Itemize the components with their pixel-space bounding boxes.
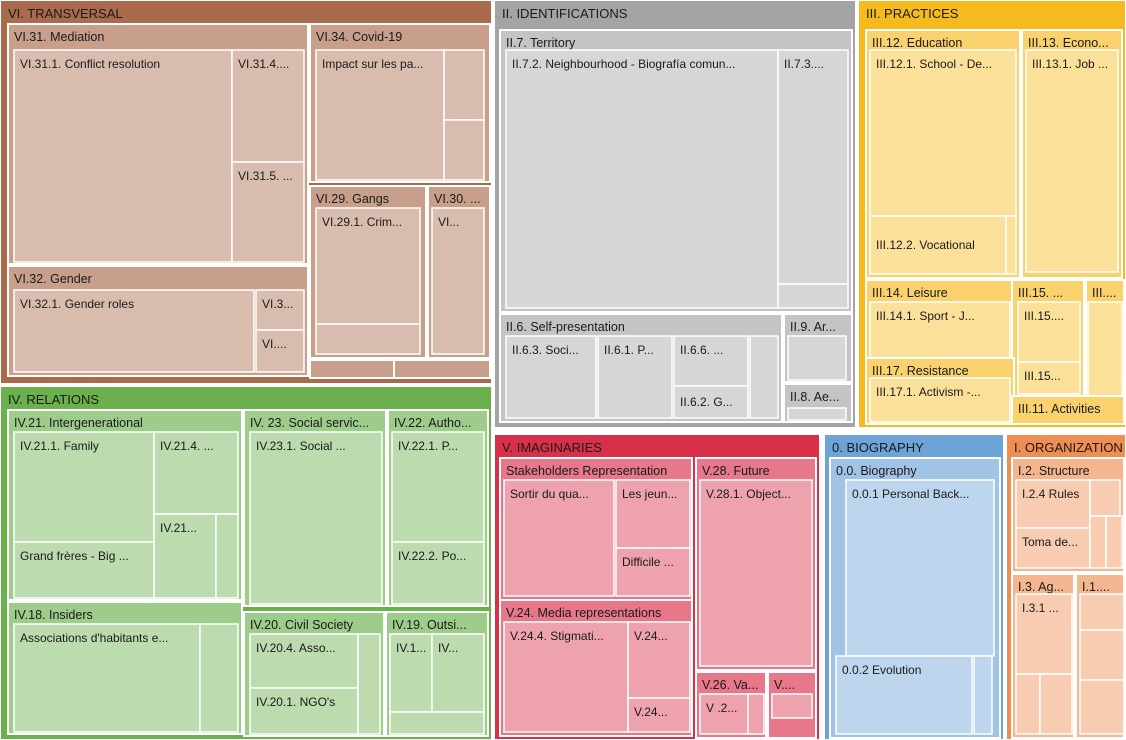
leaf-label-0-4-2: VI....: [262, 337, 287, 351]
leaf-label-2-1-0: III.13.1. Job ...: [1032, 57, 1109, 71]
leaf-label-0-3-0: VI...: [438, 215, 460, 229]
leaf-label-1-1-2: II.6.6. ...: [680, 343, 724, 357]
leaf-label-2-3-1: III.15...: [1024, 369, 1061, 383]
leaf-label-2-3-0: III.15....: [1024, 309, 1065, 323]
leaf-label-0-1-0: Impact sur les pa...: [322, 57, 424, 71]
leaf-5-0-93[interactable]: [846, 480, 994, 656]
leaf-label-1-1-0: II.6.3. Soci...: [512, 343, 579, 357]
leaf-label-3-0-4: Grand frères - Big ...: [20, 549, 129, 563]
leaf-label-4-0-0: Sortir du qua...: [510, 487, 589, 501]
leaf-label-1-0-1: II.7.3....: [784, 57, 825, 71]
leaf-3-5-74[interactable]: [390, 712, 484, 734]
leaf-6-2-110[interactable]: [1080, 680, 1124, 734]
leaf-1-0-23[interactable]: [778, 50, 848, 284]
subgroup-title-4-1: V.28. Future: [702, 464, 770, 478]
leaf-3-4-70[interactable]: [358, 634, 380, 734]
leaf-3-3-66[interactable]: [200, 624, 238, 732]
subgroup-title-3-4: IV.20. Civil Society: [250, 618, 354, 632]
leaf-label-0-0-2: VI.31.5. ...: [238, 169, 293, 183]
subgroup-title-5-0: 0.0. Biography: [836, 464, 917, 478]
leaf-1-0-24[interactable]: [778, 284, 848, 308]
leaf-0-1-7[interactable]: [444, 50, 484, 120]
leaf-6-0-100[interactable]: [1090, 480, 1120, 516]
leaf-1-0-22[interactable]: [506, 50, 778, 308]
leaf-label-4-3-0: V .2...: [706, 701, 738, 715]
leaf-6-2-108[interactable]: [1080, 594, 1124, 630]
leaf-3-0-57[interactable]: [216, 514, 238, 598]
subgroup-title-2-3: III.15. ...: [1018, 286, 1064, 300]
leaf-2-0-39[interactable]: [1006, 216, 1016, 274]
leaf-2-4-48[interactable]: [1088, 302, 1122, 396]
subgroup-title-2-2: III.14. Leisure: [872, 286, 948, 300]
leaf-label-6-0-1: Toma de...: [1022, 535, 1079, 549]
leaf-label-3-2-0: IV.22.1. P...: [398, 439, 459, 453]
group-title-0: VI. TRANSVERSAL: [8, 6, 123, 21]
subgroup-title-4-4: V....: [774, 678, 796, 692]
leaf-3-1-60[interactable]: [250, 432, 382, 604]
leaf-label-3-3-0: Associations d'habitants e...: [20, 631, 169, 645]
leaf-6-0-102[interactable]: [1106, 516, 1122, 568]
leaf-label-0-2-0: VI.29.1. Crim...: [322, 215, 403, 229]
leaf-6-1-106[interactable]: [1040, 674, 1072, 734]
subgroup-title-4-0: Stakeholders Representation: [506, 464, 668, 478]
leaf-label-3-0-0: IV.21.1. Family: [20, 439, 99, 453]
leaf-label-3-5-1: IV...: [438, 641, 459, 655]
leaf-label-4-0-1: Les jeun...: [622, 487, 678, 501]
leaf-6-2-109[interactable]: [1080, 630, 1124, 680]
group-title-3: IV. RELATIONS: [8, 392, 100, 407]
leaf-label-0-0-1: VI.31.4....: [238, 57, 290, 71]
subgroup-title-1-2: II.9. Ar...: [790, 320, 836, 334]
leaf-label-5-0-0: 0.0.1 Personal Back...: [852, 487, 970, 501]
subgroup-title-6-0: I.2. Structure: [1018, 464, 1090, 478]
leaf-5-0-95[interactable]: [974, 656, 992, 734]
leaf-label-5-0-1: 0.0.2 Evolution: [842, 663, 922, 677]
subgroup-title-0-4: VI.32. Gender: [14, 272, 92, 286]
group-title-6: I. ORGANIZATION: [1014, 440, 1123, 455]
leaf-label-0-0-0: VI.31.1. Conflict resolution: [20, 57, 161, 71]
leaf-4-1-81[interactable]: [700, 480, 812, 666]
leaf-label-0-4-0: VI.32.1. Gender roles: [20, 297, 135, 311]
leaf-label-6-0-0: I.2.4 Rules: [1022, 487, 1080, 501]
subgroup-title-1-3: II.8. Ae...: [790, 390, 840, 404]
leaf-label-3-0-2: IV.21...: [160, 521, 197, 535]
leaf-6-0-101[interactable]: [1090, 516, 1106, 568]
leaf-label-3-2-1: IV.22.2. Po...: [398, 549, 467, 563]
leaf-label-4-2-2: V.24...: [634, 705, 668, 719]
subgroup-title-6-1: I.3. Ag...: [1018, 580, 1064, 594]
leaf-0-0-2[interactable]: [14, 50, 232, 262]
subgroup-title-2-0: III.12. Education: [872, 36, 963, 50]
subgroup-title-4-3: V.26. Va...: [702, 678, 759, 692]
leaf-4-3-88[interactable]: [748, 694, 764, 734]
leaf-label-4-0-2: Difficile ...: [622, 555, 674, 569]
leaf-4-4-90[interactable]: [772, 694, 812, 718]
leaf-2-1-41[interactable]: [1026, 50, 1118, 272]
leaf-label-6-1-0: I.3.1 ...: [1022, 601, 1059, 615]
subgroup-title-3-3: IV.18. Insiders: [14, 608, 93, 622]
leaf-label-3-4-0: IV.20.4. Asso...: [256, 641, 336, 655]
leaf-0-1-8[interactable]: [444, 120, 484, 180]
subgroup-0-6-19[interactable]: [394, 360, 490, 378]
leaf-label-3-4-1: IV.20.1. NGO's: [256, 695, 336, 709]
subgroup-title-3-0: IV.21. Intergenerational: [14, 416, 143, 430]
leaf-1-2-32[interactable]: [788, 336, 846, 380]
leaf-1-3-34[interactable]: [788, 408, 846, 420]
subgroup-title-2-4: III....: [1092, 286, 1117, 300]
leaf-label-1-1-1: II.6.1. P...: [604, 343, 654, 357]
leaf-label-2-0-0: III.12.1. School - De...: [876, 57, 993, 71]
leaf-0-2-11[interactable]: [316, 324, 420, 354]
subgroup-title-0-1: VI.34. Covid-19: [316, 30, 403, 44]
leaf-label-4-2-1: V.24...: [634, 629, 668, 643]
group-title-4: V. IMAGINARIES: [502, 440, 602, 455]
leaf-label-4-2-0: V.24.4. Stigmati...: [510, 629, 604, 643]
group-title-2: III. PRACTICES: [866, 6, 959, 21]
group-title-5: 0. BIOGRAPHY: [832, 440, 924, 455]
subgroup-title-2-6: III.11. Activities: [1018, 402, 1101, 416]
leaf-label-2-2-0: III.14.1. Sport - J...: [876, 309, 975, 323]
leaf-6-1-105[interactable]: [1016, 674, 1040, 734]
leaf-label-4-1-0: V.28.1. Object...: [706, 487, 791, 501]
subgroup-title-4-2: V.24. Media representations: [506, 606, 662, 620]
leaf-0-3-13[interactable]: [432, 208, 484, 354]
leaf-1-1-30[interactable]: [750, 336, 778, 418]
leaf-label-3-0-1: IV.21.4. ...: [160, 439, 214, 453]
subgroup-title-1-0: II.7. Territory: [506, 36, 576, 50]
subgroup-title-3-5: IV.19. Outsi...: [392, 618, 467, 632]
leaf-label-3-5-0: IV.1...: [396, 641, 427, 655]
subgroup-title-2-5: III.17. Resistance: [872, 364, 969, 378]
group-title-1: II. IDENTIFICATIONS: [502, 6, 628, 21]
subgroup-title-6-2: I.1....: [1082, 580, 1110, 594]
leaf-label-2-5-0: III.17.1. Activism -...: [876, 385, 981, 399]
leaf-label-1-0-0: II.7.2. Neighbourhood - Biografía comun...: [512, 57, 736, 71]
subgroup-title-3-2: IV.22. Autho...: [394, 416, 472, 430]
leaf-2-0-37[interactable]: [870, 50, 1016, 216]
subgroup-title-2-1: III.13. Econo...: [1028, 36, 1109, 50]
leaf-label-3-1-0: IV.23.1. Social ...: [256, 439, 346, 453]
subgroup-title-0-2: VI.29. Gangs: [316, 192, 389, 206]
leaf-label-1-1-3: II.6.2. G...: [680, 395, 733, 409]
subgroup-title-1-1: II.6. Self-presentation: [506, 320, 625, 334]
leaf-label-0-4-1: VI.3...: [262, 297, 294, 311]
subgroup-title-3-1: IV. 23. Social servic...: [250, 416, 370, 430]
subgroup-title-0-3: VI.30. ...: [434, 192, 481, 206]
subgroup-0-5-18[interactable]: [310, 360, 394, 378]
subgroup-title-0-0: VI.31. Mediation: [14, 30, 105, 44]
leaf-label-2-0-1: III.12.2. Vocational: [876, 238, 975, 252]
